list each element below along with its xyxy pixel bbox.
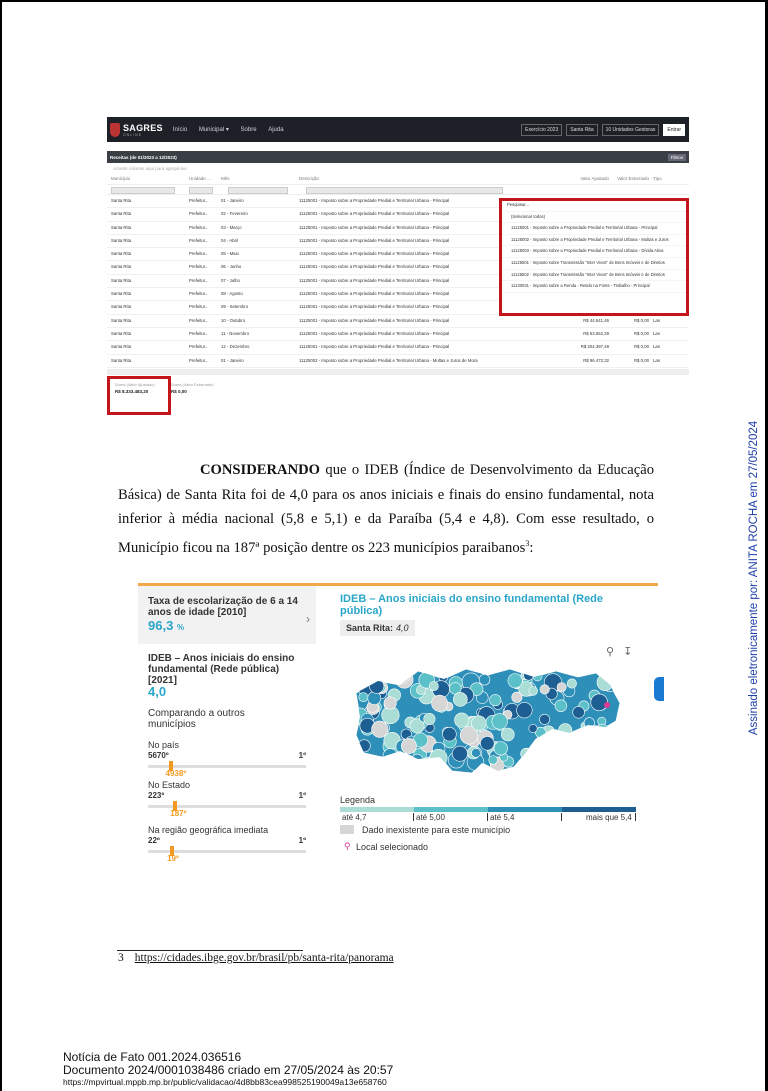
table-cell: Santa Rita <box>111 330 132 336</box>
table-cell: 11125001 - Imposto sobre a Propriedade Predial e Territorial Urbana - Principal <box>299 330 450 336</box>
municipality-cell[interactable] <box>494 742 508 756</box>
municipality-cell[interactable] <box>429 682 438 691</box>
nodata-swatch <box>340 825 354 834</box>
municipality-cell[interactable] <box>370 679 384 693</box>
table-cell: 04 - Abril <box>221 237 238 243</box>
legend-title: Legenda <box>340 795 376 805</box>
download-icon[interactable]: ↧ <box>623 646 633 658</box>
rank-first: 1º <box>298 836 306 845</box>
footer-link[interactable]: https://mpvirtual.mppb.mp.br/public/validacao/4d8bb83cea998525190049a13e658760 <box>63 1077 387 1087</box>
municipality-cell[interactable] <box>383 749 398 764</box>
table-cell: Prefeitur... <box>189 224 209 230</box>
legend-label: até 5,00 <box>416 813 445 822</box>
municipality-cell[interactable] <box>529 724 537 732</box>
municipality-cell[interactable] <box>472 748 481 757</box>
legend-swatch <box>488 807 562 812</box>
table-cell: 11125001 - Imposto sobre a Propriedade Predial e Territorial Urbana - Principal <box>299 264 450 270</box>
municipality-cell[interactable] <box>540 685 549 694</box>
dropdown-option[interactable]: 11125002 - Imposto sobre a Propriedade Predial e Territorial Urbana - Multas e Juros <box>499 235 687 247</box>
municipality-cell[interactable] <box>567 679 576 688</box>
municipality-cell[interactable] <box>453 692 467 706</box>
municipality-cell[interactable] <box>602 671 611 680</box>
rank-label: No país <box>148 740 180 750</box>
table-cell: 11125001 - Imposto sobre a Propriedade Predial e Territorial Urbana - Principal <box>299 291 450 297</box>
municipality-cell[interactable] <box>555 700 567 712</box>
municipality-cell[interactable] <box>396 671 413 688</box>
dropdown-option[interactable]: (Selecionar todos) <box>499 212 687 224</box>
sagres-topbar <box>107 117 689 142</box>
municipality-cell[interactable] <box>480 736 494 750</box>
table-cell: 11125001 - Imposto sobre a Propriedade Predial e Territorial Urbana - Principal <box>299 211 450 217</box>
table-cell: Prefeitur... <box>189 344 209 350</box>
considerando-paragraph: CONSIDERANDO que o IDEB (Índice de Desenvolvimento da Educação Básica) de Santa Rita foi de 4,0 para os anos iniciais e finais do ensino fundamental, nota inferior à média nacional (5,8 e 5,1) e da Paraíba (5,4 e 4,8). Com esse resultado, o Município ficou na 187ª posição dentre os 223 municípios paraibanos$^3$: <box>118 462 654 556</box>
escolarizacao-title: Taxa de escolarização de 6 a 14 anos de idade [2010] <box>148 596 298 618</box>
municipality-cell[interactable] <box>471 716 486 731</box>
table-cell: Santa Rita <box>111 317 132 323</box>
table-cell: Prefeitur... <box>189 277 209 283</box>
filter-input[interactable] <box>111 187 175 194</box>
municipality-cell[interactable] <box>529 687 538 696</box>
table-row[interactable] <box>107 315 689 328</box>
total2-value: R$ 0,00 <box>171 389 187 394</box>
rank-value: 4938º <box>165 769 187 778</box>
table-cell: Santa Rita <box>111 224 132 230</box>
table-cell: 11125001 - Imposto sobre a Propriedade Predial e Territorial Urbana - Principal <box>299 317 450 323</box>
table-cell: Prefeitur... <box>189 317 209 323</box>
footer-line1: Notícia de Fato 001.2024.036516 <box>63 1050 242 1064</box>
dropdown-option[interactable]: 11125501 - Imposto sobre Transmissão "Inter Vivos" de Bens Imóveis e de Direitos <box>499 258 687 270</box>
table-cell: 05 - Maio <box>221 251 239 257</box>
municipality-cell[interactable] <box>559 724 572 737</box>
rank-label: Na região geográfica imediata <box>148 825 269 835</box>
table-cell: 11125002 - Imposto sobre a Propriedade Predial e Territorial Urbana - Multas e Juros de Mora <box>299 357 478 363</box>
table-cell: R$ 0,00 <box>633 344 649 350</box>
highlight-box-dropdown <box>499 198 689 316</box>
compare-label: Comparando a outros municípios <box>148 708 245 730</box>
total2-label: Soma (Valor Estornado) <box>171 382 214 387</box>
filter-input[interactable] <box>306 187 503 194</box>
table-cell: Prefeitur... <box>189 237 209 243</box>
filter-input[interactable] <box>228 187 288 194</box>
municipality-cell[interactable] <box>490 694 501 705</box>
pin-icon: ⚲ <box>344 841 351 851</box>
rank-track <box>148 805 306 808</box>
sagres-logo: SAGRES ONLINE <box>110 123 163 137</box>
municipality-cell[interactable] <box>597 674 613 690</box>
highlight-box-total <box>107 376 171 415</box>
table-cell: 11125001 - Imposto sobre a Propriedade Predial e Territorial Urbana - Principal <box>299 277 450 283</box>
rank-block <box>148 740 306 778</box>
municipality-cell[interactable] <box>540 714 550 724</box>
table-cell: R$ 0,00 <box>633 317 649 323</box>
legend-label: até 5,4 <box>490 813 515 822</box>
dropdown-option[interactable]: 11125003 - Imposto sobre a Propriedade Predial e Territorial Urbana - Dívida Ativa <box>499 246 687 258</box>
footnote-link[interactable]: https://cidades.ibge.gov.br/brasil/pb/santa-rita/panorama <box>134 952 394 964</box>
municipality-cell[interactable] <box>533 672 542 681</box>
table-cell: Prefeitur... <box>189 291 209 297</box>
municipality-cell[interactable] <box>384 697 396 709</box>
exercicio-select[interactable]: Exercício 2023 <box>521 124 562 136</box>
municipality-cell[interactable] <box>557 683 566 692</box>
table-cell: 11125001 - Imposto sobre a Propriedade Predial e Territorial Urbana - Principal <box>299 344 450 350</box>
col-valor-estornado[interactable]: Valor Estornado <box>617 176 649 181</box>
selected-label: Local selecionado <box>356 842 429 852</box>
side-tab[interactable] <box>654 677 664 701</box>
municipality-cell[interactable] <box>432 695 448 711</box>
table-cell: R$ 53.652,28 <box>583 330 609 336</box>
table-cell: Santa Rita <box>111 198 132 203</box>
total-value: R$ 8.333.483,20 <box>115 389 149 394</box>
table-cell: Lan <box>653 357 661 363</box>
filter-input[interactable] <box>189 187 213 194</box>
legend-swatch <box>340 807 414 812</box>
municipality-cell[interactable] <box>591 694 608 711</box>
table-cell: 07 - Julho <box>221 277 240 283</box>
ideb-value: 4,0 <box>148 684 167 699</box>
municipality-cell[interactable] <box>443 727 457 741</box>
table-cell: Santa Rita <box>111 304 132 310</box>
santa-rita-chip: Santa Rita: 4,0 <box>340 620 415 636</box>
nav-sobre[interactable]: Sobre <box>240 127 257 133</box>
table-cell: R$ 204.397,48 <box>580 344 609 350</box>
table-cell: Santa Rita <box>111 344 132 350</box>
table-cell: Prefeitur... <box>189 330 209 336</box>
table-cell: R$ 0,00 <box>633 330 649 336</box>
municipality-cell[interactable] <box>430 761 438 769</box>
nav-municipal[interactable]: Municipal ▾ <box>198 127 229 133</box>
table-cell: 11125001 - Imposto sobre a Propriedade Predial e Territorial Urbana - Principal <box>299 198 450 203</box>
rank-total: 223º <box>148 791 165 800</box>
municipality-cell[interactable] <box>424 713 435 724</box>
rank-value: 19º <box>167 854 179 863</box>
municipality-cell[interactable] <box>512 692 522 702</box>
municipality-cell[interactable] <box>524 670 534 680</box>
filter-row <box>107 185 689 195</box>
table-cell: Prefeitur... <box>189 357 209 363</box>
legend-label: mais que 5,4 <box>586 813 632 822</box>
map-title: IDEB – Anos iniciais do ensino fundamental (Rede pública) <box>340 593 604 617</box>
shield-icon <box>110 123 120 137</box>
municipality-cell[interactable] <box>394 667 410 683</box>
table-cell: 12 - Dezembro <box>221 344 250 350</box>
table-cell: 11 - Novembro <box>221 330 250 336</box>
nav-inicio[interactable]: Início <box>172 127 188 133</box>
horizontal-scrollbar[interactable] <box>107 369 689 375</box>
table-cell: 11125001 - Imposto sobre a Propriedade Predial e Territorial Urbana - Principal <box>299 237 450 243</box>
nav-ajuda[interactable]: Ajuda <box>268 127 284 133</box>
escolarizacao-box[interactable] <box>138 586 316 644</box>
table-cell: Prefeitur... <box>189 251 209 257</box>
municipality-cell[interactable] <box>397 758 409 770</box>
total-label: Soma (Valor Ajustado) <box>115 382 155 387</box>
table-cell: Santa Rita <box>111 277 132 283</box>
municipio-select[interactable]: Santa Rita <box>566 124 597 136</box>
municipality-cell[interactable] <box>358 740 370 752</box>
paraiba-map[interactable] <box>348 663 628 793</box>
legend-swatch <box>562 807 636 812</box>
footnote: 3 https://cidades.ibge.gov.br/brasil/pb/santa-rita/panorama <box>118 952 394 964</box>
municipality-cell[interactable] <box>368 692 381 705</box>
rank-block <box>148 825 306 863</box>
col-municipio[interactable]: Município <box>111 176 131 181</box>
table-row[interactable] <box>107 355 689 368</box>
col-valor-ajustado[interactable]: Valor Ajustado <box>580 176 609 181</box>
rank-value: 187º <box>170 809 187 818</box>
table-cell: Prefeitur... <box>189 304 209 310</box>
table-cell: Lan <box>653 330 661 336</box>
table-cell: Prefeitur... <box>189 264 209 270</box>
table-cell: Santa Rita <box>111 291 132 297</box>
table-cell: Santa Rita <box>111 264 132 270</box>
rank-first: 1º <box>298 791 306 800</box>
municipality-cell[interactable] <box>359 693 368 702</box>
dropdown-option[interactable]: 11130031 - Imposto sobre a Renda - Retido na Fonte - Trabalho - Principal <box>499 281 687 293</box>
rank-total: 22º <box>148 836 160 845</box>
table-cell: Santa Rita <box>111 357 132 363</box>
footer-line2: Documento 2024/0001038486 criado em 27/05/2024 às 20:57 <box>63 1063 394 1077</box>
table-cell: Santa Rita <box>111 237 132 243</box>
table-cell: 03 - Março <box>221 224 242 230</box>
municipality-cell[interactable] <box>412 754 424 766</box>
table-cell: 11125001 - Imposto sobre a Propriedade Predial e Territorial Urbana - Principal <box>299 251 450 257</box>
table-cell: Santa Rita <box>111 211 132 217</box>
table-cell: 01 - Janeiro <box>221 198 244 203</box>
municipality-cell[interactable] <box>501 728 514 741</box>
col-tipo[interactable]: Tipo <box>653 176 662 181</box>
municipality-cell[interactable] <box>573 706 585 718</box>
table-cell: 09 - Setembro <box>221 304 249 310</box>
ibge-panel <box>138 583 658 868</box>
municipality-cell[interactable] <box>489 756 498 765</box>
municipality-cell[interactable] <box>455 713 469 727</box>
table-cell: 08 - Agosto <box>221 291 243 297</box>
rank-block <box>148 780 306 818</box>
entrar-button[interactable]: Entrar <box>663 124 685 136</box>
receitas-bar <box>107 151 689 163</box>
document-page <box>2 2 765 1091</box>
municipality-cell[interactable] <box>508 674 522 688</box>
table-cell: R$ 44.641,46 <box>583 317 609 323</box>
filter-button[interactable]: Filtros <box>668 154 686 161</box>
table-cell: 06 - Junho <box>221 264 242 270</box>
nodata-label: Dado inexistente para este município <box>362 825 511 835</box>
dropdown-option[interactable]: 11125001 - Imposto sobre a Propriedade Predial e Territorial Urbana - Principal <box>499 223 687 235</box>
receitas-title: Receitas (de 01/2023 a 12/2023) <box>110 154 177 160</box>
rank-label: No Estado <box>148 780 191 790</box>
table-cell: 10 - Outubro <box>221 317 246 323</box>
group-hint: Arraste colunas aqui para agrupá-las <box>113 166 187 171</box>
table-cell: R$ 96.472,32 <box>583 357 609 363</box>
table-cell: 01 - Janeiro <box>221 357 244 363</box>
table-cell: Prefeitur... <box>189 211 209 217</box>
dropdown-search-input[interactable]: Pesquisar... <box>499 200 687 212</box>
legend-swatch <box>414 807 488 812</box>
municipality-cell[interactable] <box>452 746 467 761</box>
col-unidade[interactable]: Unidade ... <box>189 176 211 181</box>
legend-label: até 4,7 <box>342 813 367 822</box>
escolarizacao-value: 96,3 % <box>148 618 185 633</box>
municipality-cell[interactable] <box>517 702 533 718</box>
chevron-right-icon[interactable]: › <box>306 612 310 626</box>
municipality-cell[interactable] <box>372 721 388 737</box>
municipality-cell[interactable] <box>492 714 508 730</box>
table-row[interactable] <box>107 328 689 341</box>
ideb-title: IDEB – Anos iniciais do ensino fundamental (Rede pública) [2021] <box>148 653 295 686</box>
zoom-icon[interactable]: ⚲ <box>606 646 615 658</box>
table-header <box>107 174 689 185</box>
table-cell: R$ 0,00 <box>633 357 649 363</box>
table-cell: Lan <box>653 317 661 323</box>
municipality-cell[interactable] <box>597 724 608 735</box>
rank-first: 1º <box>298 751 306 760</box>
col-descricao[interactable]: Descrição <box>299 176 320 181</box>
rank-total: 5670º <box>148 751 169 760</box>
municipality-cell[interactable] <box>479 674 490 685</box>
sagres-nav <box>163 126 284 133</box>
table-cell: Santa Rita <box>111 251 132 257</box>
signature-stamp: Assinado eletronicamente por: ANITA ROCHA em 27/05/2024 <box>748 420 760 736</box>
municipality-cell[interactable] <box>401 738 416 753</box>
table-cell: 02 - Fevereiro <box>221 211 248 217</box>
dropdown-option[interactable]: 11125502 - Imposto sobre Transmissão "Inter Vivos" de Bens Imóveis e de Direitos <box>499 270 687 282</box>
col-mes[interactable]: Mês <box>221 176 230 181</box>
table-row[interactable] <box>107 341 689 354</box>
unidades-select[interactable]: 10 Unidades Gestoras <box>602 124 660 136</box>
table-cell: Lan <box>653 344 661 350</box>
table-cell: 11125001 - Imposto sobre a Propriedade Predial e Territorial Urbana - Principal <box>299 304 450 310</box>
table-cell: 11125001 - Imposto sobre a Propriedade Predial e Territorial Urbana - Principal <box>299 224 450 230</box>
table-cell: Prefeitur... <box>189 198 209 203</box>
